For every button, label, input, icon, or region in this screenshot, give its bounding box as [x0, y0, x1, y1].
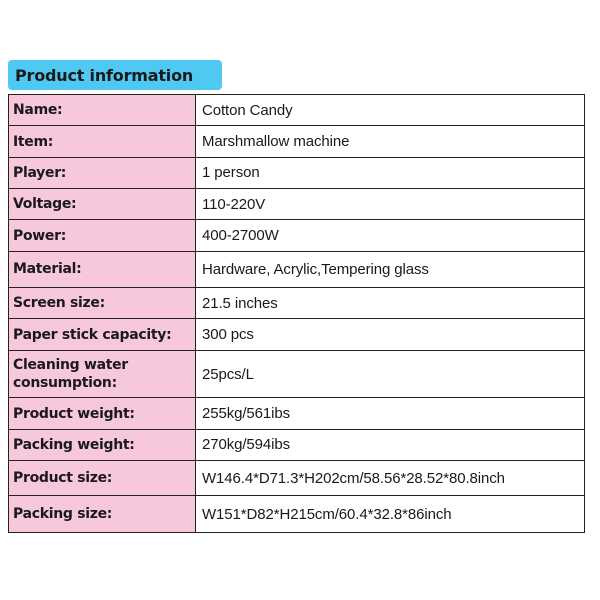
- row-label: Paper stick capacity:: [9, 319, 196, 350]
- row-value: 21.5 inches: [196, 288, 585, 319]
- row-value: 25pcs/L: [196, 350, 585, 398]
- table-row: [9, 288, 585, 319]
- row-label: Packing weight:: [9, 429, 196, 460]
- product-info-table: [8, 94, 585, 533]
- row-value: 300 pcs: [196, 319, 585, 350]
- row-label: Product size:: [9, 461, 196, 496]
- table-row: [9, 189, 585, 220]
- table-row: [9, 319, 585, 350]
- table-row: [9, 496, 585, 533]
- table-row: [9, 350, 585, 398]
- row-value: 110-220V: [196, 189, 585, 220]
- row-value: Cotton Candy: [196, 95, 585, 126]
- row-label: Product weight:: [9, 398, 196, 429]
- row-value: 1 person: [196, 157, 585, 188]
- row-label: Power:: [9, 220, 196, 251]
- table-row: [9, 461, 585, 496]
- row-value: 400-2700W: [196, 220, 585, 251]
- table-row: [9, 220, 585, 251]
- table-row: [9, 157, 585, 188]
- table-row: [9, 126, 585, 157]
- row-label: Screen size:: [9, 288, 196, 319]
- table-row: [9, 251, 585, 287]
- row-label: Material:: [9, 251, 196, 287]
- row-label: Item:: [9, 126, 196, 157]
- row-label: Voltage:: [9, 189, 196, 220]
- table-row: [9, 95, 585, 126]
- row-value: W151*D82*H215cm/60.4*32.8*86inch: [196, 496, 585, 533]
- row-label: Player:: [9, 157, 196, 188]
- table-row: [9, 398, 585, 429]
- table-row: [9, 429, 585, 460]
- row-label: Cleaning water consumption:: [9, 350, 196, 398]
- row-value: 255kg/561ibs: [196, 398, 585, 429]
- row-label: Packing size:: [9, 496, 196, 533]
- row-value: Marshmallow machine: [196, 126, 585, 157]
- row-value: Hardware, Acrylic,Tempering glass: [196, 251, 585, 287]
- row-value: 270kg/594ibs: [196, 429, 585, 460]
- section-title: Product information: [8, 60, 222, 90]
- row-label: Name:: [9, 95, 196, 126]
- row-value: W146.4*D71.3*H202cm/58.56*28.52*80.8inch: [196, 461, 585, 496]
